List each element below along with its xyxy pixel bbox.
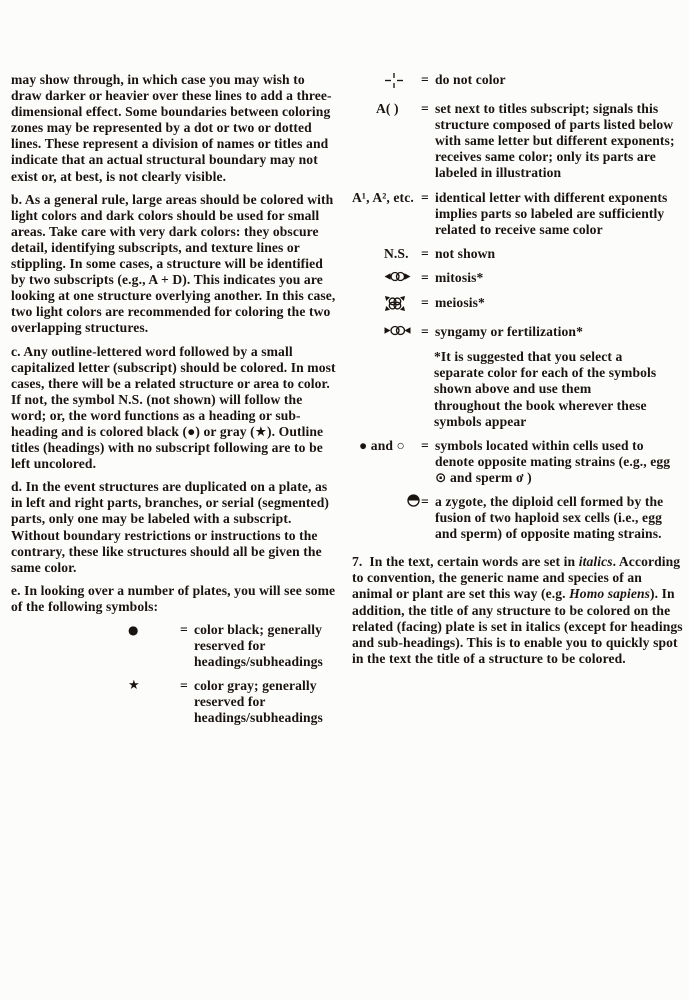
definition-row-syngamy <box>352 324 683 341</box>
zygote-icon <box>407 494 420 507</box>
definition-row-meiosis <box>352 295 683 316</box>
equals-sign: = <box>180 622 188 637</box>
equals-sign: = <box>421 245 429 261</box>
left-column <box>11 72 338 735</box>
mitosis-icon <box>384 270 411 283</box>
equals-sign: = <box>421 295 429 311</box>
definition-row-zygote <box>352 494 683 542</box>
paragraph-b: b. As a general rule, large areas should be colored with light colors and dark colors should be used for small areas. Take care with very dark colors: they obscure detail, identifying subscripts, and texture lines or stippling. In some cases, a structure will be identified by two subscripts (e.g., A + D). This indicates you are looking at one structure overlying another. In this case, two light colors are recommended for coloring the two overlapping structures. <box>11 191 336 336</box>
definition-row-a-parens <box>352 101 683 181</box>
symbol-label: A( ) <box>376 101 399 117</box>
definition-text: syngamy or fertilization* <box>435 324 583 340</box>
symbol-label: A¹, A², etc. <box>352 189 414 205</box>
legend-definition: color gray; generally reserved for headings/subheadings <box>194 678 323 726</box>
definition-row-not-shown <box>352 246 683 262</box>
legend-row-color-black <box>11 622 338 670</box>
definition-text: mitosis* <box>435 269 484 285</box>
gray-star-icon: ★ <box>128 678 140 694</box>
paragraph-a-continuation: may show through, in which case you may wish to draw darker or heavier over these lines to add a three-dimensional effect. Some boundaries between coloring zones may be represented by a dot or two or dotted lines. These represent a division of names or titles and indicate that an actual structural boundary may not exist or, at best, is not clearly visible. <box>11 72 332 184</box>
definition-row-mating-strains <box>352 438 683 486</box>
equals-sign: = <box>421 269 429 285</box>
equals-sign: = <box>421 101 429 117</box>
syngamy-icon <box>384 324 411 337</box>
paragraph-7: 7. In the text, certain words are set in italics. According to convention, the generic name and species of an animal or plant are set this way (e.g. Homo sapiens). In addition, the title of any structure to be colored on the related (facing) plate is set in italics (except for headings and sub-headings). This is to enable you to quickly spot in the text the title of a structure to be colored. <box>352 554 683 666</box>
definition-text: a zygote, the diploid cell formed by the fusion of two haploid sex cells (i.e., egg and sperm) of opposite mating strains. <box>435 493 664 542</box>
definition-text: set next to titles subscript; signals this structure composed of parts listed below with same letter but different exponents; receives same color; only its parts are labeled in illustration <box>435 101 675 181</box>
definition-text: meiosis* <box>435 295 485 311</box>
paragraph-e: e. In looking over a number of plates, you will see some of the following symbols: <box>11 582 336 614</box>
paragraph-d: d. In the event structures are duplicated on a plate, as in left and right parts, branches, or serial (segmented) parts, only one may be labeled with a subscript. Without boundary restrictions or instructions to the contrary, these like structures should all be given the same color. <box>11 479 329 575</box>
black-dot-icon: ● <box>128 623 139 637</box>
definition-text: do not color <box>435 72 506 87</box>
equals-sign: = <box>421 493 429 509</box>
meiosis-icon <box>384 295 406 312</box>
legend-definition: color black; generally reserved for headings/subheadings <box>194 622 323 670</box>
equals-sign: = <box>421 189 429 205</box>
symbol-label: N.S. <box>384 245 409 261</box>
legend-row-color-gray <box>11 678 338 726</box>
definition-text: identical letter with different exponents implies parts so labeled are sufficiently related to receive same color <box>435 189 668 237</box>
equals-sign: = <box>180 678 188 694</box>
equals-sign: = <box>421 437 429 453</box>
right-column <box>352 72 683 674</box>
do-not-color-icon <box>384 72 404 89</box>
equals-sign: = <box>421 324 429 340</box>
definition-row-do-not-color <box>352 72 683 93</box>
mating-strains-label: ● and ○ <box>359 437 405 453</box>
paragraph-c: c. Any outline-lettered word followed by a small capitalized letter (subscript) should be colored. In most cases, there will be a related structure or area to color. If not, the symbol N.S. (not shown) will follow the word; or, the word functions as a heading or sub-heading and is colored black (●) or gray (★). Outline titles (headings) with no subscript following are to be left uncolored. <box>11 343 336 472</box>
equals-sign: = <box>421 72 429 87</box>
definition-text: not shown <box>435 245 496 261</box>
definition-text: symbols located within cells used to denote opposite mating strains (e.g., egg ⊙ and sperm ơ ) <box>435 437 671 485</box>
definition-row-mitosis <box>352 270 683 287</box>
symbols-footnote: *It is suggested that you select a separate color for each of the symbols shown above and use them throughout the book wherever these symbols appear <box>434 349 657 429</box>
definition-row-a-exponents <box>352 190 683 238</box>
